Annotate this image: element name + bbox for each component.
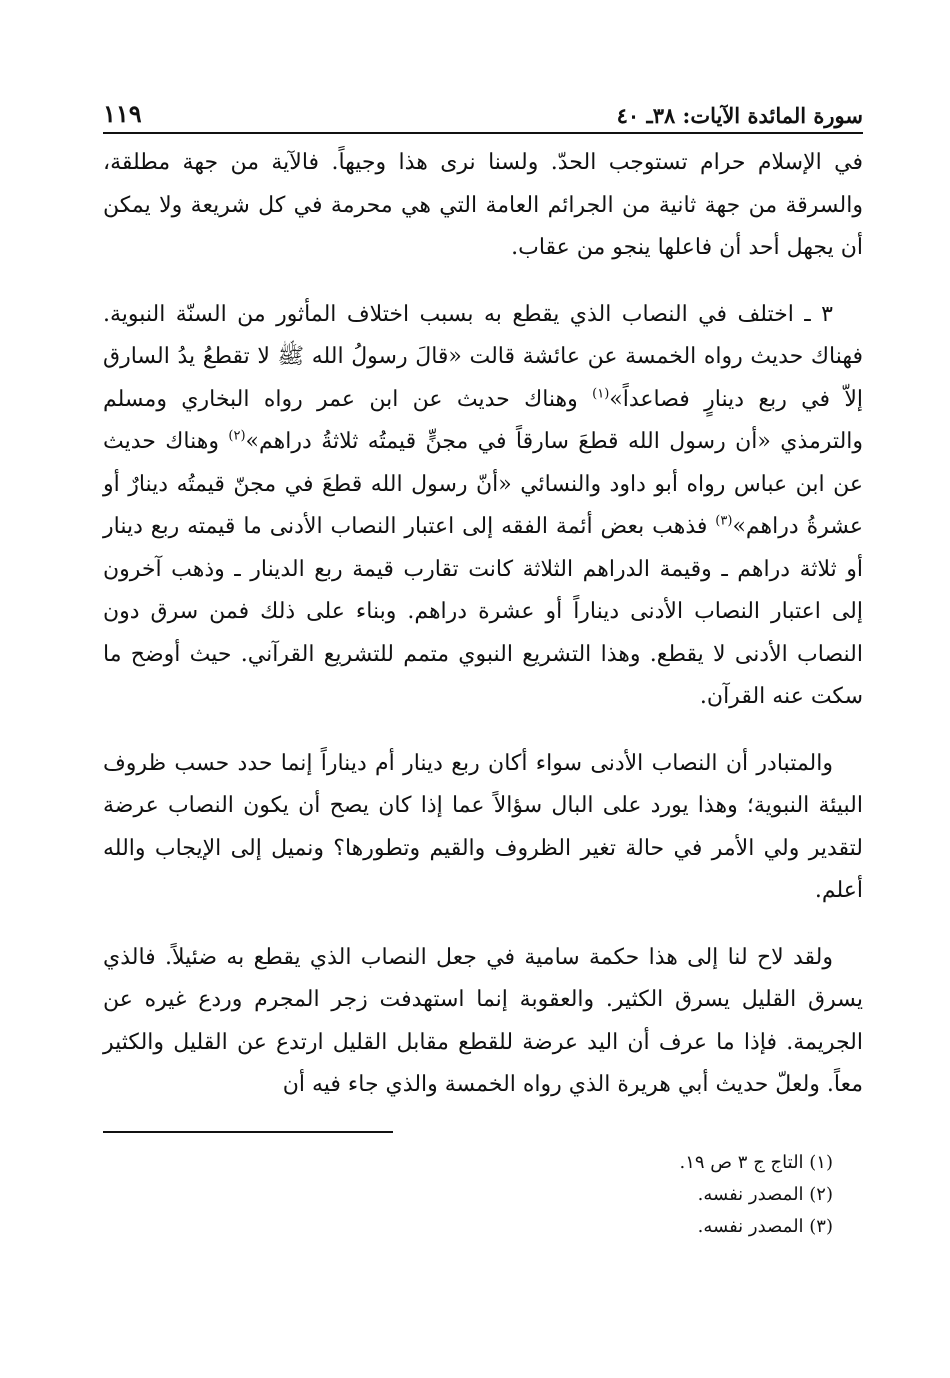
main-text (103, 142, 863, 1107)
footnote-3: (٣) المصدر نفسه. (697, 1215, 833, 1237)
footnotes (103, 1147, 863, 1243)
running-header (103, 98, 863, 134)
book-page (103, 98, 863, 1243)
footnote-ref-3: (٣) (715, 513, 733, 529)
paragraph-2-part-1: ٣ ـ اختلف في النصاب الذي يقطع به بسبب اختلاف المأثور من السنّة النبوية. فهناك حديث رواه الخمسة عن عائشة قالت «قالَ رسولُ الله ﷺ لا تقطعُ يدُ السارق إلاّ في ربع دينارٍ فصاعداً» (103, 301, 863, 412)
footnote-divider (103, 1131, 393, 1133)
footnote-ref-1: (١) (592, 386, 610, 402)
paragraph-2-part-4: فذهب بعض أئمة الفقه إلى اعتبار النصاب الأدنى ما قيمته ربع دينار أو ثلاثة دراهم ـ وقيمة الدراهم الثلاثة كانت تقارب قيمة ربع الدينار ـ وذهب آخرون إلى اعتبار النصاب الأدنى ديناراً أو عشرة دراهم. وبناء على ذلك فمن سرق دون النصاب الأدنى لا يقطع. وهذا التشريع النبوي متمم للتشريع القرآني. حيث أوضح ما سكت عنه القرآن. (103, 514, 863, 709)
paragraph-1: في الإسلام حرام تستوجب الحدّ. ولسنا نرى هذا وجيهاً. فالآية من جهة مطلقة، والسرقة من جهة ثانية من الجرائم العامة التي هي محرمة في كل شريعة ولا يمكن أن يجهل أحد أن فاعلها ينجو من عقاب. (103, 150, 863, 260)
paragraph-2-part-3: وهناك حديث عن ابن عباس رواه أبو داود والنسائي «أنّ رسول الله قطعَ في مجنّ قيمتُه دينارٌ أو عشرةُ دراهم» (103, 429, 863, 539)
footnote-2: (٢) المصدر نفسه. (697, 1183, 833, 1205)
paragraph-4: ولقد لاح لنا إلى هذا حكمة سامية في جعل النصاب الذي يقطع به ضئيلاً. فالذي يسرق القليل يسرق الكثير. والعقوبة إنما استهدفت زجر المجرم وردع غيره عن الجريمة. فإذا ما عرف أن اليد عرضة للقطع مقابل القليل ارتدع عن القليل والكثير معاً. ولعلّ حديث أبي هريرة الذي رواه الخمسة والذي جاء فيه أن (103, 944, 863, 1097)
footnote-1: (١) التاج ج ٣ ص ١٩. (679, 1151, 833, 1173)
paragraph-2 (103, 294, 863, 719)
chapter-title: سورة المائدة الآيات: ٣٨ـ ٤٠ (616, 103, 863, 128)
paragraph-2-part-2: وهناك حديث عن ابن عمر رواه البخاري ومسلم والترمذي «أن رسول الله قطعَ سارقاً في مجنٍّ قيمتُه ثلاثةُ دراهم» (103, 386, 864, 454)
footnote-ref-2: (٢) (228, 428, 246, 444)
paragraph-3: والمتبادر أن النصاب الأدنى سواء أكان ربع دينار أم ديناراً إنما حدد حسب ظروف البيئة النبوية؛ وهذا يورد على البال سؤالاً عما إذا كان يصح أن يكون النصاب عرضة لتقدير ولي الأمر في حالة تغير الظروف والقيم وتطورها؟ ونميل إلى الإيجاب والله أعلم. (103, 750, 863, 903)
page-number: ١١٩ (103, 99, 142, 128)
